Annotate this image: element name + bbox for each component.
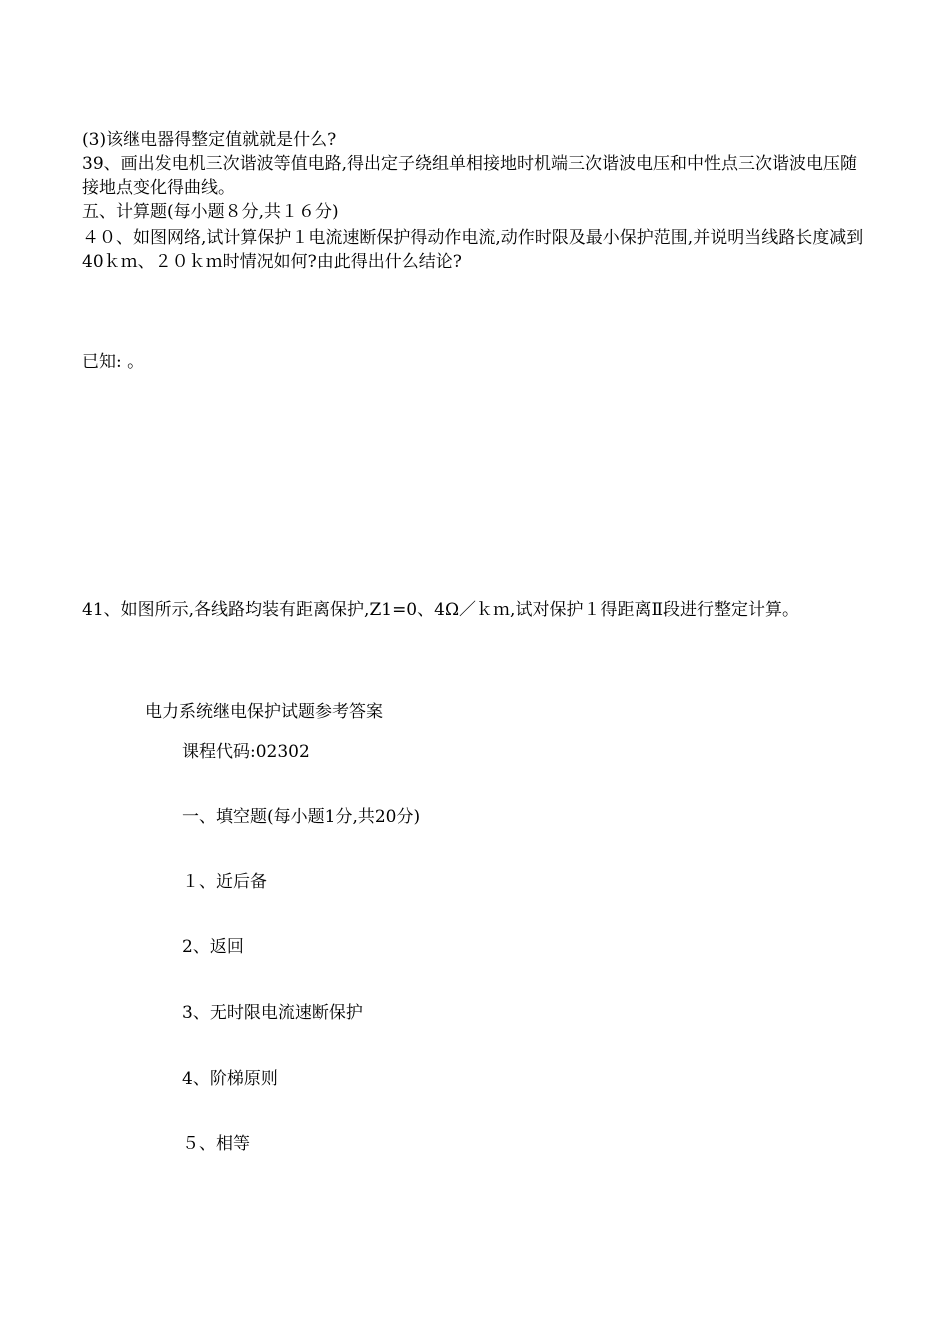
answers-title: 电力系统继电保护试题参考答案 (145, 702, 383, 722)
answer-item: ５、相等 (182, 1134, 250, 1154)
question-40: ４０、如图网络,试计算保护１电流速断保护得动作电流,动作时限及最小保护范围,并说明当线路长度减到40ｋｍ、２０ｋｍ时情况如何?由此得出什么结论? (82, 228, 864, 272)
section-5-title: 五、计算题(每小题８分,共１６分) (82, 202, 339, 222)
question-41: 41、如图所示,各线路均装有距离保护,Z1=0、4Ω／ｋｍ,试对保护１得距离Ⅱ段进行整定计算。 (82, 600, 799, 620)
answer-item: 3、无时限电流速断保护 (182, 1003, 363, 1023)
question-39: 39、画出发电机三次谐波等值电路,得出定子绕组单相接地时机端三次谐波电压和中性点三次谐波电压随接地点变化得曲线。 (82, 154, 858, 198)
known-label: 已知: 。 (82, 352, 145, 372)
course-code: 课程代码:02302 (182, 742, 310, 762)
answers-section-1-title: 一、填空题(每小题1分,共20分) (182, 807, 421, 827)
question-38-part-3: (3)该继电器得整定值就就是什么? (82, 130, 337, 150)
answer-item: １、近后备 (182, 872, 267, 892)
answer-item: 4、阶梯原则 (182, 1069, 278, 1089)
answer-item: 2、返回 (182, 937, 244, 957)
